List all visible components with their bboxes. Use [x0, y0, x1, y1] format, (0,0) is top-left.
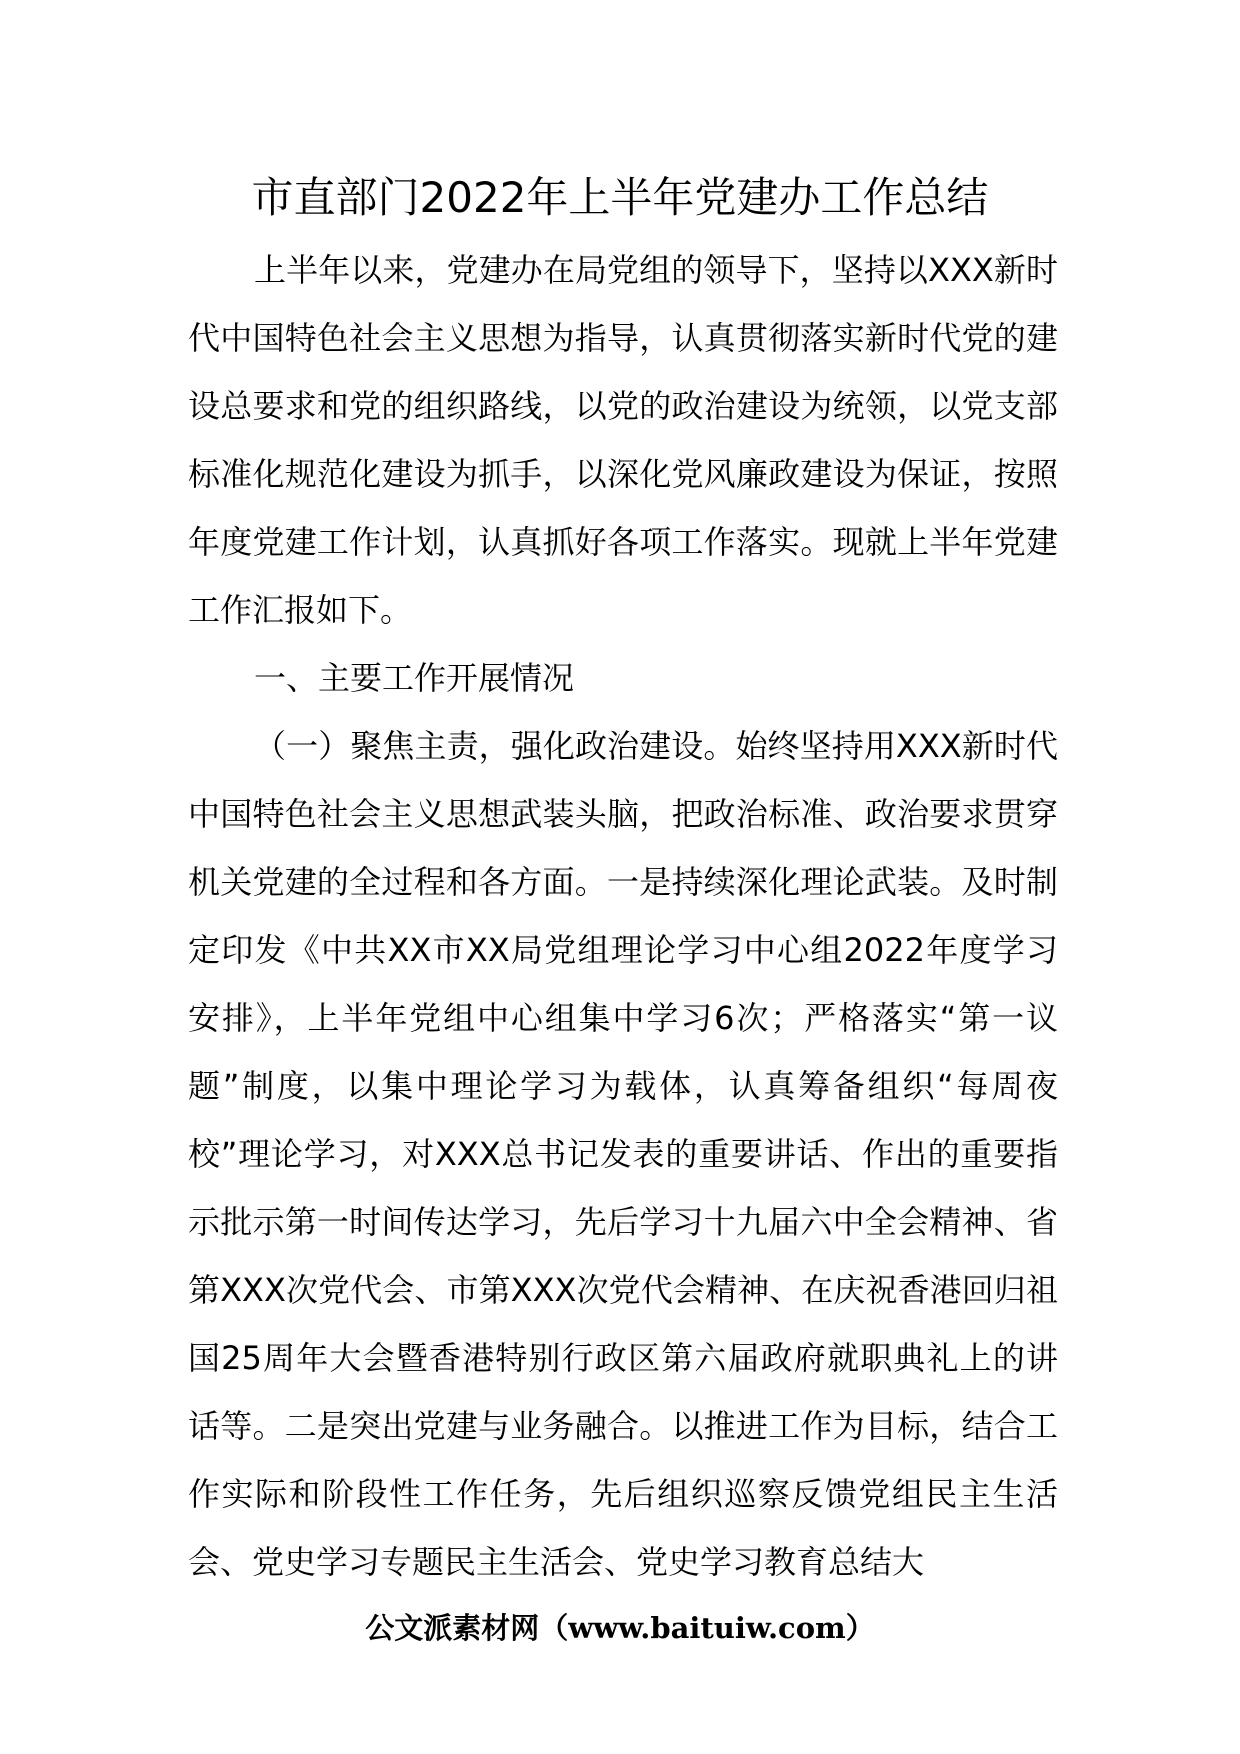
section-heading: 一、主要工作开展情况: [254, 659, 575, 697]
footer-watermark: 公文派素材网（www.baituiw.com）: [365, 1611, 875, 1645]
intro-paragraph: 上半年以来，党建办在局党组的领导下，坚持以XXX新时代中国特色社会主义思想为指导，认真贯彻落实新时代党的建设总要求和党的组织路线，以党的政治建设为统领，以党支部标准化规范化建设为抓手，以深化党风廉政建设为保证，按照年度党建工作计划，认真抓好各项工作落实。现就上半年党建工作汇报如下。: [188, 251, 1058, 629]
section-paragraph: （一）聚焦主责，强化政治建设。始终坚持用XXX新时代中国特色社会主义思想武装头脑，把政治标准、政治要求贯穿机关党建的全过程和各方面。一是持续深化理论武装。及时制定印发《中共XX市XX局党组理论学习中心组2022年度学习安排》，上半年党组中心组集中学习6次；严格落实“第一议题”制度，以集中理论学习为载体，认真筹备组织“每周夜校”理论学习，对XXX总书记发表的重要讲话、作出的重要指示批示第一时间传达学习，先后学习十九届六中全会精神、省第XXX次党代会、市第XXX次党代会精神、在庆祝香港回归祖国25周年大会暨香港特别行政区第六届政府就职典礼上的讲话等。二是突出党建与业务融合。以推进工作为目标，结合工作实际和阶段性工作任务，先后组织巡察反馈党组民主生活会、党史学习专题民主生活会、党史学习教育总结大: [188, 727, 1058, 1581]
document-body: [188, 236, 1058, 1596]
document-title: 市直部门2022年上半年党建办工作总结: [251, 173, 989, 222]
